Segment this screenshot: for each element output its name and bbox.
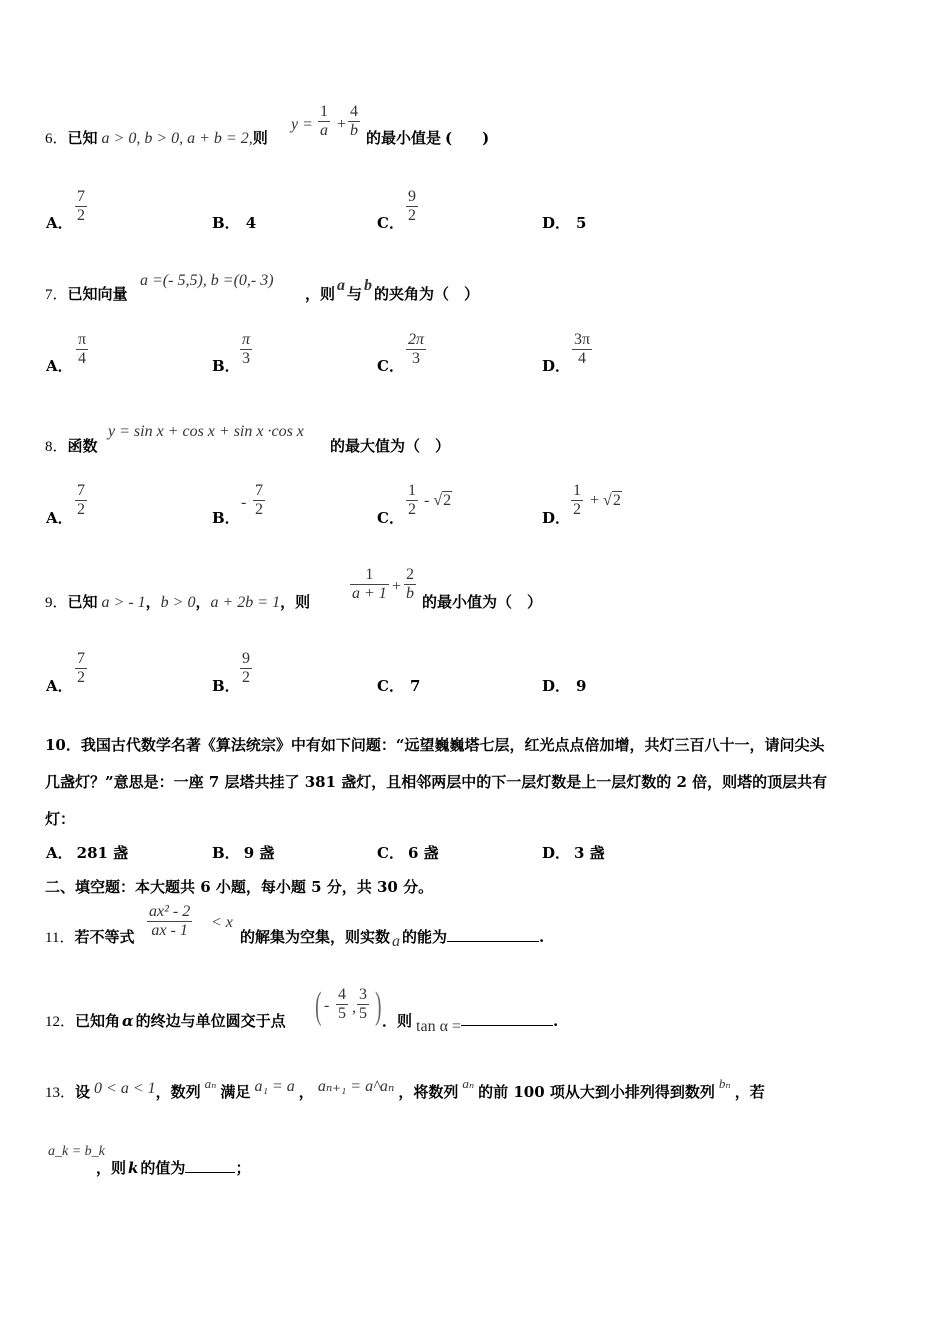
plus-sign: + <box>392 578 402 595</box>
minus-sign: - <box>324 997 330 1014</box>
question-text: ，则 k 的值为 ； <box>96 1159 251 1177</box>
question-10-line-2: 几盏灯？”意思是：一座 7 层塔共挂了 381 盏灯，且相邻两层中的下一层灯数是上一层灯数的 2 倍，则塔的顶层共有 <box>45 773 828 791</box>
option-a-fraction[interactable]: $\frac{7}{2}$ <box>77 482 85 518</box>
question-9: 9．已知 a > - 1，b > 0，a + 2b = 1，则 <box>45 593 311 611</box>
option-c[interactable]: C． 6 盏 <box>377 844 439 862</box>
option-label: D． <box>542 509 571 527</box>
option-b-fraction[interactable]: $\frac{\pi}{3}$ <box>242 331 251 367</box>
condition-formula: a > 0, b > 0, a + b = 2, <box>101 130 253 147</box>
option-a-fraction[interactable]: $\frac{7}{2}$ <box>77 188 85 224</box>
question-number: 6． <box>45 131 68 147</box>
option-a[interactable]: A． 281 盏 <box>46 844 129 862</box>
question-text: 则 <box>252 129 268 147</box>
option-c[interactable]: C． 7 <box>377 677 421 695</box>
question-text: 的最小值为（ ） <box>422 593 543 611</box>
option-label: A． <box>46 509 73 527</box>
question-7 <box>45 283 128 304</box>
question-text: 已知角 <box>75 1012 121 1030</box>
option-b-fraction[interactable]: $\frac{9}{2}$ <box>242 650 250 686</box>
question-10-line-1: 10．我国古代数学名著《算法统宗》中有如下问题：“远望巍巍塔七层，红光点点倍加增，共灯三百八十一，请问尖头 <box>45 736 825 754</box>
option-d-fraction[interactable]: $\frac{3\pi}{4}$ <box>574 331 591 367</box>
option-label: D． <box>542 357 571 375</box>
plus-sign: + <box>337 116 347 133</box>
option-b[interactable]: B． 4 <box>212 214 257 232</box>
option-label: C． <box>377 214 404 232</box>
equation-ak-bk: a_k = b_k <box>48 1144 105 1159</box>
question-text: 已知 <box>67 129 98 147</box>
question-text: 的最大值为（ ） <box>330 437 451 455</box>
option-b[interactable]: B． 9 盏 <box>212 844 275 862</box>
option-d-fraction[interactable]: $\frac{1}{2}$ <box>573 482 581 518</box>
fraction: $\frac{1}{a + 1}$ <box>352 566 387 602</box>
minus-sign: - <box>241 494 247 511</box>
option-c-rest: - √2 <box>424 492 452 509</box>
question-text: 若不等式 <box>74 928 135 946</box>
option-c-fraction[interactable]: $\frac{1}{2}$ <box>408 482 416 518</box>
left-paren: ( <box>315 985 322 1027</box>
option-label: A． <box>46 214 73 232</box>
option-label: B． <box>212 509 240 527</box>
comma: , <box>352 999 356 1016</box>
option-d[interactable]: D． 3 盏 <box>542 844 605 862</box>
question-text: 设 <box>75 1083 91 1101</box>
question-text: 函数 <box>67 437 98 455</box>
point-y-fraction: $\frac{3}{5}$ <box>359 986 367 1022</box>
question-13: 13．设 0 < a < 1，数列 aₙ 满足 a₁ = a ， aₙ₊₁ = a^aₙ ，将数列 aₙ 的前 100 项从大到小排列得到数列 bₙ ，若 <box>45 1076 765 1101</box>
fraction: $\frac{2}{b}$ <box>406 566 414 602</box>
question-number: 13． <box>45 1085 76 1101</box>
option-b-fraction[interactable]: $\frac{7}{2}$ <box>255 482 263 518</box>
question-10-line-3: 灯： <box>45 810 76 828</box>
question-number: 11． <box>45 930 75 946</box>
question-number: 8． <box>45 439 68 455</box>
answer-blank[interactable] <box>185 1158 235 1173</box>
option-d[interactable]: D． 5 <box>542 214 587 232</box>
vector-formula: a =(- 5,5), b =(0,- 3) <box>140 272 274 289</box>
question-12: 12．已知角 α 的终边与单位圆交于点 <box>45 1012 286 1030</box>
inequality-rel: < x <box>211 914 233 931</box>
option-label: B． <box>212 677 240 695</box>
question-8 <box>45 435 98 456</box>
option-a-fraction[interactable]: $\frac{\pi}{4}$ <box>78 331 87 367</box>
point-x-fraction: $\frac{4}{5}$ <box>338 986 346 1022</box>
option-d[interactable]: D． 9 <box>542 677 587 695</box>
answer-blank[interactable] <box>447 927 539 942</box>
question-number: 9． <box>45 595 68 611</box>
question-6 <box>45 127 268 148</box>
section-heading: 二、填空题：本大题共 6 小题，每小题 5 分，共 30 分。 <box>45 878 434 896</box>
option-d-rest: + √2 <box>590 492 621 509</box>
question-text: ，则 a 与 b 的夹角为（ ） <box>305 277 480 303</box>
question-11 <box>45 926 134 947</box>
fraction: $\frac{4}{b}$ <box>350 103 358 139</box>
option-a-fraction[interactable]: $\frac{7}{2}$ <box>77 650 85 686</box>
function-formula: y = sin x + cos x + sin x ·cos x <box>108 423 304 440</box>
option-c-fraction[interactable]: $\frac{9}{2}$ <box>408 188 416 224</box>
y-equals: y = <box>291 116 313 133</box>
question-text: 已知向量 <box>67 285 128 303</box>
option-label: C． <box>377 357 404 375</box>
option-c-fraction[interactable]: $\frac{2\pi}{3}$ <box>408 331 425 367</box>
answer-blank[interactable] <box>461 1011 553 1026</box>
question-text: 的解集为空集，则实数 a 的能为 . <box>240 928 545 950</box>
option-label: B． <box>212 357 240 375</box>
question-text: 已知 <box>67 593 98 611</box>
question-number: 7． <box>45 287 68 303</box>
option-label: A． <box>46 677 73 695</box>
fraction: $\frac{1}{a}$ <box>320 103 328 139</box>
option-label: A． <box>46 357 73 375</box>
right-paren: ) <box>375 985 382 1027</box>
inequality-fraction: $\frac{\text{ax² - 2}}{ax - 1}$ <box>149 903 191 939</box>
question-text: ．则 tan α = . <box>382 1012 559 1035</box>
option-label: C． <box>377 509 404 527</box>
question-text: 的最小值是 ( ) <box>366 129 490 147</box>
question-number: 12． <box>45 1014 76 1030</box>
